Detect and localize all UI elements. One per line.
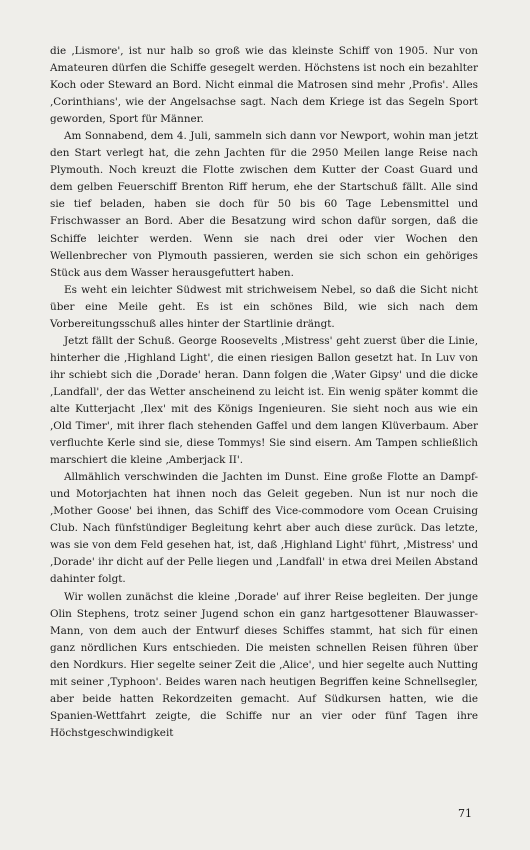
paragraph: Jetzt fällt der Schuß. George Roosevelts ‚Mistress' geht zuerst über die Linie, hinterher die ‚Highland Light', die einen riesigen Ballon gesetzt hat. In Luv von ihr schiebt sich die ‚Dorade' heran. Dann folgen die ‚Water Gipsy' und die dicke ‚Landfall', der das Wetter anscheinend zu leicht ist. Ein wenig später kommt die alte Kutterjacht ‚Ilex' mit des Königs Ingenieuren. Sie sieht noch aus wie ein ‚Old Timer', mit ihrer flach stehenden Gaffel und dem langen Klüverbaum. Aber verfluchte Kerle sind sie, diese Tommys! Sie sind eisern. Am Tampen schließlich marschiert die kleine ‚Amberjack II'. xyxy=(50,334,478,467)
paragraph: Wir wollen zunächst die kleine ‚Dorade' auf ihrer Reise begleiten. Der junge Olin Stephens, trotz seiner Jugend schon ein ganz hartgesottener Blauwasser-Mann, von dem auch der Entwurf dieses Schiffes stammt, hat sich für einen ganz nördlichen Kurs entschieden. Die meisten schnellen Reisen führen über den Nordkurs. Hier segelte seiner Zeit die ‚Alice', und hier segelte auch Nutting mit seiner ‚Typhoon'. Beides waren nach heutigen Begriffen keine Schnellsegler, aber beide hatten Rekordzeiten gemacht. Auf Südkursen hatten, wie die Spanien-Wettfahrt zeigte, die Schiffe nur an vier oder fünf Tagen ihre Höchstgeschwindigkeit xyxy=(50,590,478,739)
paragraph: die ‚Lismore', ist nur halb so groß wie das kleinste Schiff von 1905. Nur von Amateuren dürfen die Schiffe gesegelt werden. Höchstens ist noch ein bezahlter Koch oder Steward an Bord. Nicht einmal die Matrosen sind mehr ‚Profis'. Alles ‚Corinthians', wie der Angelsachse sagt. Nach dem Kriege ist das Segeln Sport geworden, Sport für Männer. xyxy=(50,45,478,126)
body-text xyxy=(50,43,478,742)
paragraph: Am Sonnabend, dem 4. Juli, sammeln sich dann vor Newport, wohin man jetzt den Start verlegt hat, die zehn Jachten für die 2950 Meilen lange Reise nach Plymouth. Noch kreuzt die Flotte zwischen dem Kutter der Coast Guard und dem gelben Feuerschiff Brenton Riff herum, ehe der Startschuß fällt. Alle sind sie tief beladen, haben sie doch für 50 bis 60 Tage Lebensmittel und Frischwasser an Bord. Aber die Besatzung wird schon dafür sorgen, daß die Schiffe leichter werden. Wenn sie nach drei oder vier Wochen den Wellenbrecher von Plymouth passieren, werden sie sich schon ein gehöriges Stück aus dem Wasser herausgefuttert haben. xyxy=(50,130,478,279)
paragraph: Es weht ein leichter Südwest mit strichweisem Nebel, so daß die Sicht nicht über eine Meile geht. Es ist ein schönes Bild, wie sich nach dem Vorbereitungsschuß alles hinter der Startlinie drängt. xyxy=(50,283,478,330)
paragraph: Allmählich verschwinden die Jachten im Dunst. Eine große Flotte an Dampf- und Motorjachten hat ihnen noch das Geleit gegeben. Nun ist nur noch die ‚Mother Goose' bei ihnen, das Schiff des Vice-commodore vom Ocean Cruising Club. Nach fünfstündiger Begleitung kehrt aber auch diese zurück. Das letzte, was sie von dem Feld gesehen hat, ist, daß ‚Highland Light' führt, ‚Mistress' und ‚Dorade' ihr dicht auf der Pelle liegen und ‚Landfall' in etwa drei Meilen Abstand dahinter folgt. xyxy=(50,471,478,586)
page-number: 71 xyxy=(458,807,472,820)
